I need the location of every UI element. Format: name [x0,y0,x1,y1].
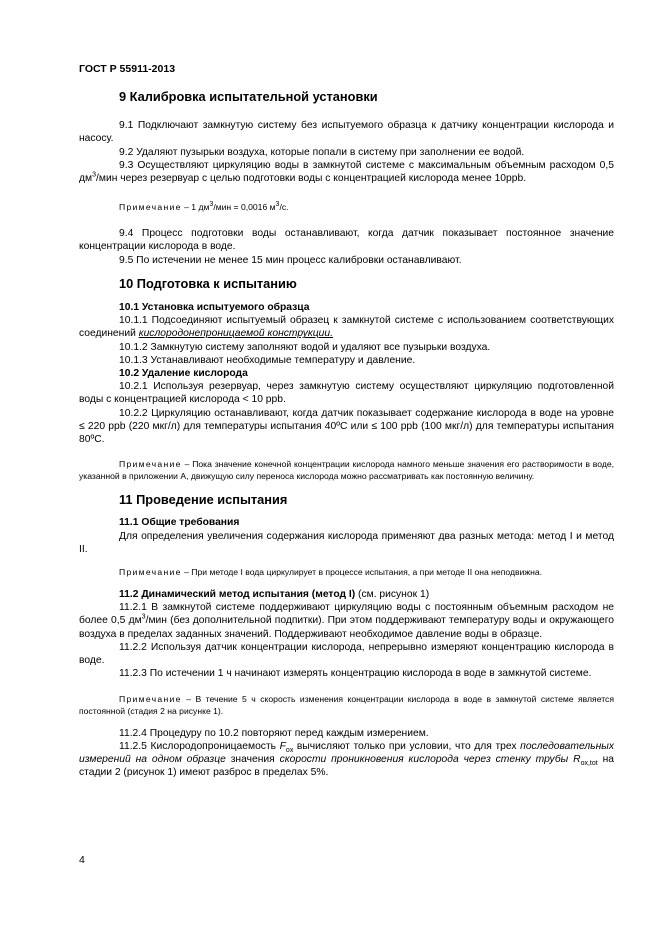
para-11-2-1: 11.2.1 В замкнутой системе поддерживают циркуляцию воды с постоянным объемным расходом не более 0,5 $дм^3$/мин (без дополнительной подпитки). При этом поддерживают температуру воды и окружающего воздуха в пределах заданных значений. Поддерживают необходимое давление воды в образце. [79,602,614,640]
para-9-5: 9.5 По истечении не менее 15 мин процесс калибровки останавливают. [119,254,462,266]
para-11-2-5: 11.2.5 Кислородопроницаемость $F_{ox}$ вычисляют только при условии, что для трех последовательных измерений на одном образце значения скорости проникновения кислорода через стенку трубы $R_{ox,tot}$ на стадии 2 (рисунок 1) имеют разброс в пределах 5%. [79,740,614,779]
note-10-2: Примечание – Пока значение конечной концентрации кислорода намного меньше значения его растворимости в воде, указанной в приложении А, движущую силу переноса кислорода можно рассматривать как постоянную величину. [79,459,614,482]
document-id-header: ГОСТ Р 55911-2013 [79,63,176,75]
page-number: 4 [79,854,85,866]
note-11-1: Примечание – При методе I вода циркулирует в процессе испытания, а при методе II она неподвижна. [119,567,542,578]
page-content [79,90,614,779]
subsection-10-2-title: 10.2 Удаление кислорода [119,368,248,380]
para-11-2-2: 11.2.2 Используя датчик концентрации кислорода, непрерывно измеряют концентрацию кислорода в воде. [79,641,614,667]
section-10-title: 10 Подготовка к испытанию [119,275,297,291]
note-9-3: Примечание – 1 $дм^3$/мин = 0,0016 $м^3/с$. [119,201,289,213]
note-11-2: Примечание – В течение 5 ч скорость изменения концентрации кислорода в воде в замкнутой системе является постоянной (стадия 2 на рисунке 1). [79,693,614,716]
para-10-1-1: 10.1.1 Подсоединяют испытуемый образец к замкнутой системе с использованием соответствующих соединений кислородонепроницаемой конструкции. [79,315,614,340]
para-9-2: 9.2 Удаляют пузырьки воздуха, которые попали в систему при заполнении ее водой. [119,146,525,158]
para-10-2-2: 10.2.2 Циркуляцию останавливают, когда датчик показывает содержание кислорода в воде на уровне ≤ 220 ppb (220 мкг/л) для температуры испытания 40ºС или ≤ 100 ppb (100 мкг/л) для температуры испытания 80ºС. [79,407,614,446]
section-11-title: 11 Проведение испытания [119,492,288,508]
para-11-1: Для определения увеличения содержания кислорода применяют два разных метода: метод I и метод II. [79,530,614,555]
para-11-2-3: 11.2.3 По истечении 1 ч начинают измерять концентрацию кислорода в воде в замкнутой системе. [119,668,592,680]
subsection-10-1-title: 10.1 Установка испытуемого образца [119,302,310,314]
para-9-1: 9.1 Подключают замкнутую систему без испытуемого образца к датчику концентрации кислорода и насосу. [79,120,614,145]
para-11-2-4: 11.2.4 Процедуру по 10.2 повторяют перед каждым измерением. [119,727,429,739]
para-10-2-1: 10.2.1 Используя резервуар, через замкнутую систему осуществляют циркуляцию подготовленной воды с концентрацией кислорода < 10 ppb. [79,381,614,406]
subsection-11-1-title: 11.1 Общие требования [119,517,240,529]
subsection-11-2-title: 11.2 Динамический метод испытания (метод I) (см. рисунок 1) [119,589,430,601]
para-9-3: 9.3 Осуществляют циркуляцию воды в замкнутой системе с максимальным объемным расходом 0,5 $дм^3$/мин через резервуар с целью подготовки воды с концентрацией кислорода менее 10ppb. [79,159,614,185]
para-10-1-2: 10.1.2 Замкнутую систему заполняют водой и удаляют все пузырьки воздуха. [119,341,491,353]
para-10-1-3: 10.1.3 Устанавливают необходимые температуру и давление. [119,354,416,366]
section-9-title: 9 Калибровка испытательной установки [119,89,378,104]
para-9-4: 9.4 Процесс подготовки воды останавливают, когда датчик показывает постоянное значение концентрации кислорода в воде. [79,228,614,253]
